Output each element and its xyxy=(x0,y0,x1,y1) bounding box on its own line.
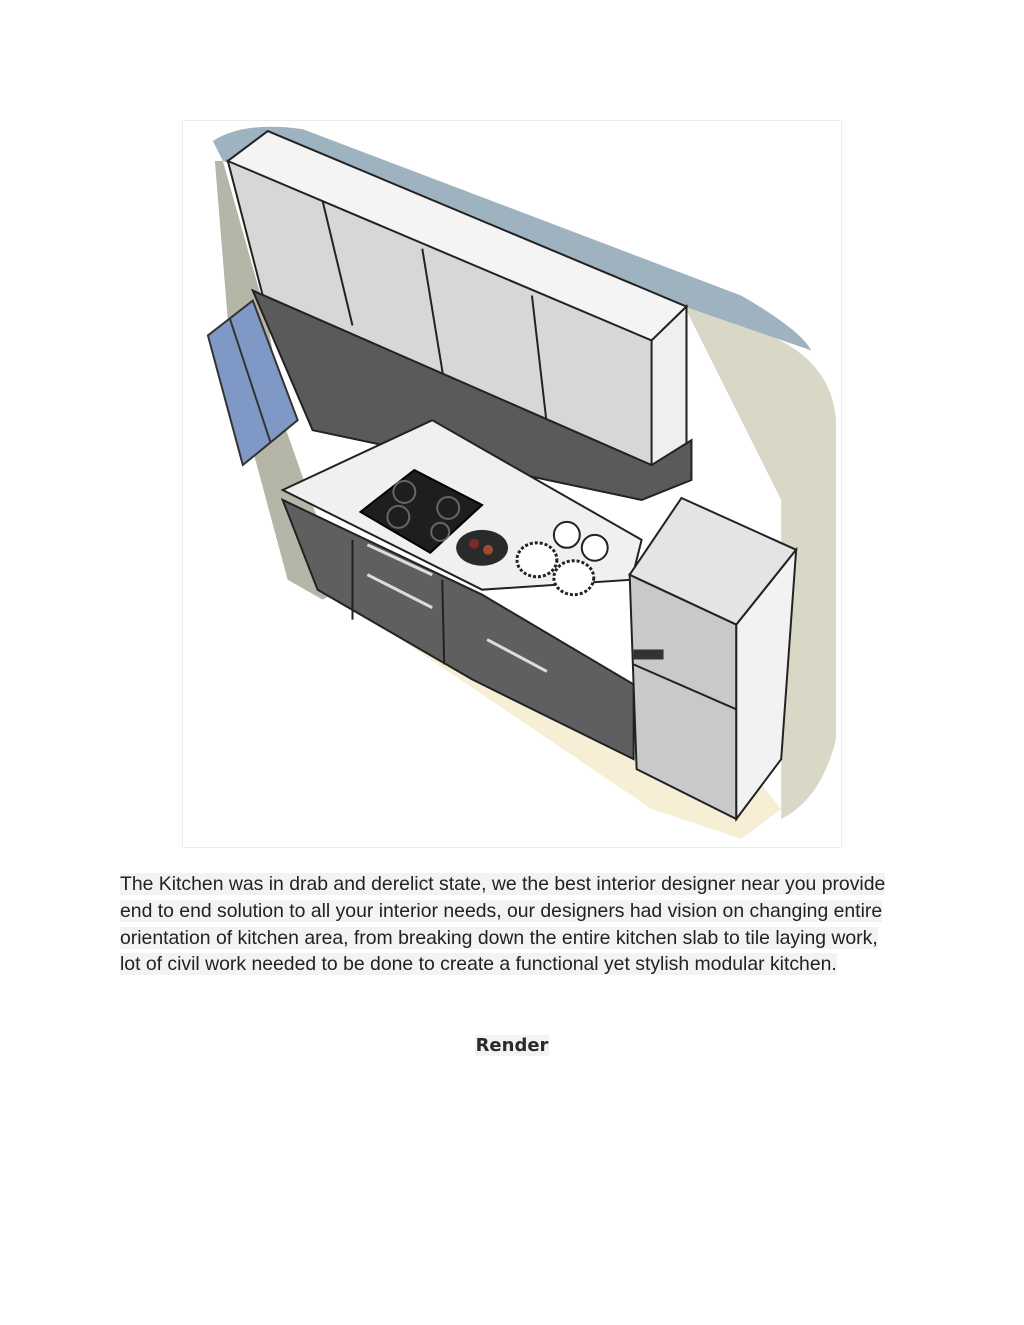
fruit-bowl xyxy=(456,530,508,566)
section-heading-text: Render xyxy=(475,1034,549,1056)
plate xyxy=(582,535,608,561)
kitchen-render-figure xyxy=(182,120,842,848)
plate xyxy=(517,543,557,577)
kitchen-description xyxy=(120,871,900,977)
kitchen-description-text: The Kitchen was in drab and derelict state, we the best interior designer near you provide end to end solution to all your interior needs, our designers had vision on changing entire orientation of kitchen area, from breaking down the entire kitchen slab to tile laying work, lot of civil work needed to be done to create a functional yet stylish modular kitchen. xyxy=(120,873,886,976)
section-heading-render xyxy=(0,1035,1024,1056)
plate xyxy=(554,561,594,595)
plate xyxy=(554,522,580,548)
kitchen-render-illustration xyxy=(183,121,841,847)
